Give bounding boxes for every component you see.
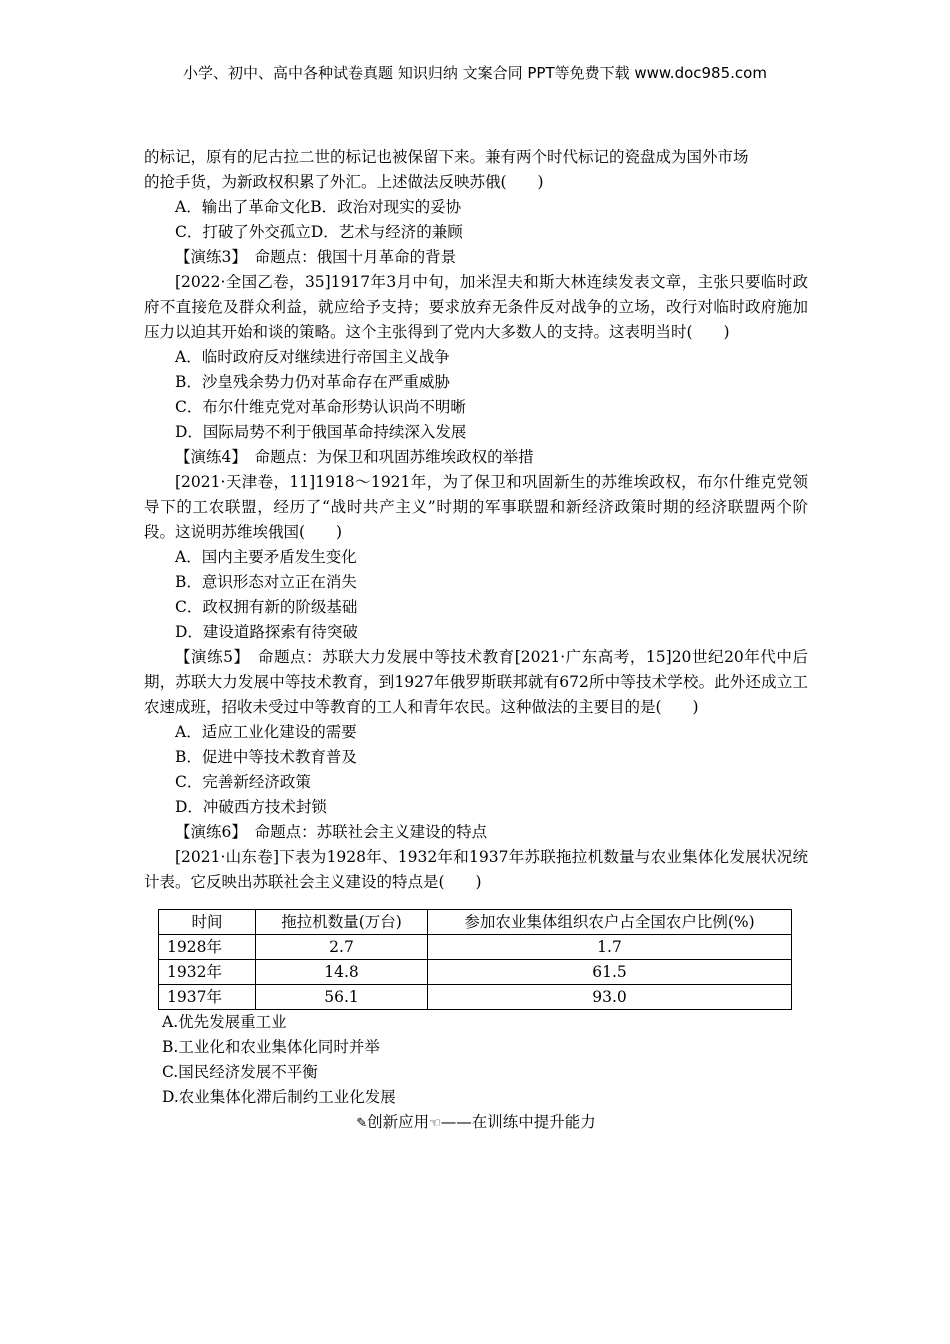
drill3-option-b: B．沙皇残余势力仍对革命存在严重威胁	[175, 373, 450, 391]
drill4-option-a: A．国内主要矛盾发生变化	[175, 548, 357, 566]
drill4-option-b: B．意识形态对立正在消失	[175, 573, 357, 591]
table-cell: 93.0	[428, 985, 792, 1010]
pen-icon: ✎	[356, 1116, 368, 1131]
drill4-title: 【演练4】 命题点：为保卫和巩固苏维埃政权的举措	[175, 448, 534, 466]
statistics-table	[158, 909, 792, 1010]
drill6-stem: [2021·山东卷]下表为1928年、1932年和1937年苏联拖拉机数量与农业集体化发展状况统计表。它反映出苏联社会主义建设的特点是( )	[144, 848, 808, 891]
document-body	[144, 145, 808, 1136]
drill5-option-a: A．适应工业化建设的需要	[175, 723, 357, 741]
drill3-option-a: A．临时政府反对继续进行帝国主义战争	[175, 348, 450, 366]
intro-options-row-2: C．打破了外交孤立D．艺术与经济的兼顾	[175, 223, 463, 241]
table-cell: 1937年	[159, 985, 256, 1010]
drill6-option-b: B.工业化和农业集体化同时并举	[162, 1038, 380, 1056]
table-cell: 61.5	[428, 960, 792, 985]
table-cell: 56.1	[256, 985, 428, 1010]
table-cell: 1.7	[428, 935, 792, 960]
page-header: 小学、初中、高中各种试卷真题 知识归纳 文案合同 PPT等免费下载 www.doc985.com	[183, 64, 767, 82]
drill6-option-a: A.优先发展重工业	[162, 1013, 287, 1031]
drill4-option-d: D．建设道路探索有待突破	[175, 623, 358, 641]
drill6-title: 【演练6】 命题点：苏联社会主义建设的特点	[175, 823, 488, 841]
drill5-option-d: D．冲破西方技术封锁	[175, 798, 327, 816]
table-header-cell: 时间	[159, 910, 256, 935]
intro-options-row-1: A．输出了革命文化B．政治对现实的妥协	[175, 198, 462, 216]
drill3-stem: [2022·全国乙卷，35]1917年3月中旬，加米涅夫和斯大林连续发表文章，主张只要临时政府不直接危及群众利益，就应给予支持；要求放弃无条件反对战争的立场，改行对临时政府施加压力以迫其开始和谈的策略。这个主张得到了党内大多数人的支持。这表明当时( )	[144, 273, 808, 341]
table-cell: 14.8	[256, 960, 428, 985]
drill4-option-c: C．政权拥有新的阶级基础	[175, 598, 358, 616]
table-row	[159, 935, 792, 960]
drill5-stem: 【演练5】 命题点：苏联大力发展中等技术教育[2021·广东高考，15]20世纪20年代中后期，苏联大力发展中等技术教育，到1927年俄罗斯联邦就有672所中等技术学校。此外还成立工农速成班，招收未受过中等教育的工人和青年农民。这种做法的主要目的是( )	[144, 648, 808, 716]
table-cell: 1932年	[159, 960, 256, 985]
table-cell: 2.7	[256, 935, 428, 960]
drill3-option-c: C．布尔什维克党对革命形势认识尚不明晰	[175, 398, 466, 416]
table-header-cell: 拖拉机数量(万台)	[256, 910, 428, 935]
drill4-stem: [2021·天津卷，11]1918～1921年，为了保卫和巩固新生的苏维埃政权，布尔什维克党领导下的工农联盟，经历了“战时共产主义”时期的军事联盟和新经济政策时期的经济联盟两个阶段。这说明苏维埃俄国( )	[144, 473, 808, 541]
section-title: 创新应用	[367, 1113, 430, 1131]
table-header-cell: 参加农业集体组织农户占全国农户比例(%)	[428, 910, 792, 935]
drill6-option-c: C.国民经济发展不平衡	[162, 1063, 318, 1081]
drill5-option-c: C．完善新经济政策	[175, 773, 311, 791]
drill5-option-b: B．促进中等技术教育普及	[175, 748, 357, 766]
table-cell: 1928年	[159, 935, 256, 960]
drill3-option-d: D．国际局势不利于俄国革命持续深入发展	[175, 423, 467, 441]
table-row	[159, 985, 792, 1010]
table-header-row	[159, 910, 792, 935]
hand-icon: ☜	[429, 1116, 441, 1131]
drill3-title: 【演练3】 命题点：俄国十月革命的背景	[175, 248, 457, 266]
section-footer	[144, 1110, 808, 1136]
section-subtitle: ——在训练中提升能力	[440, 1113, 596, 1131]
intro-line-2: 的抢手货，为新政权积累了外汇。上述做法反映苏俄( )	[144, 173, 544, 191]
drill6-option-d: D.农业集体化滞后制约工业化发展	[162, 1088, 396, 1106]
intro-line-1: 的标记，原有的尼古拉二世的标记也被保留下来。兼有两个时代标记的瓷盘成为国外市场	[144, 148, 749, 166]
table-row	[159, 960, 792, 985]
